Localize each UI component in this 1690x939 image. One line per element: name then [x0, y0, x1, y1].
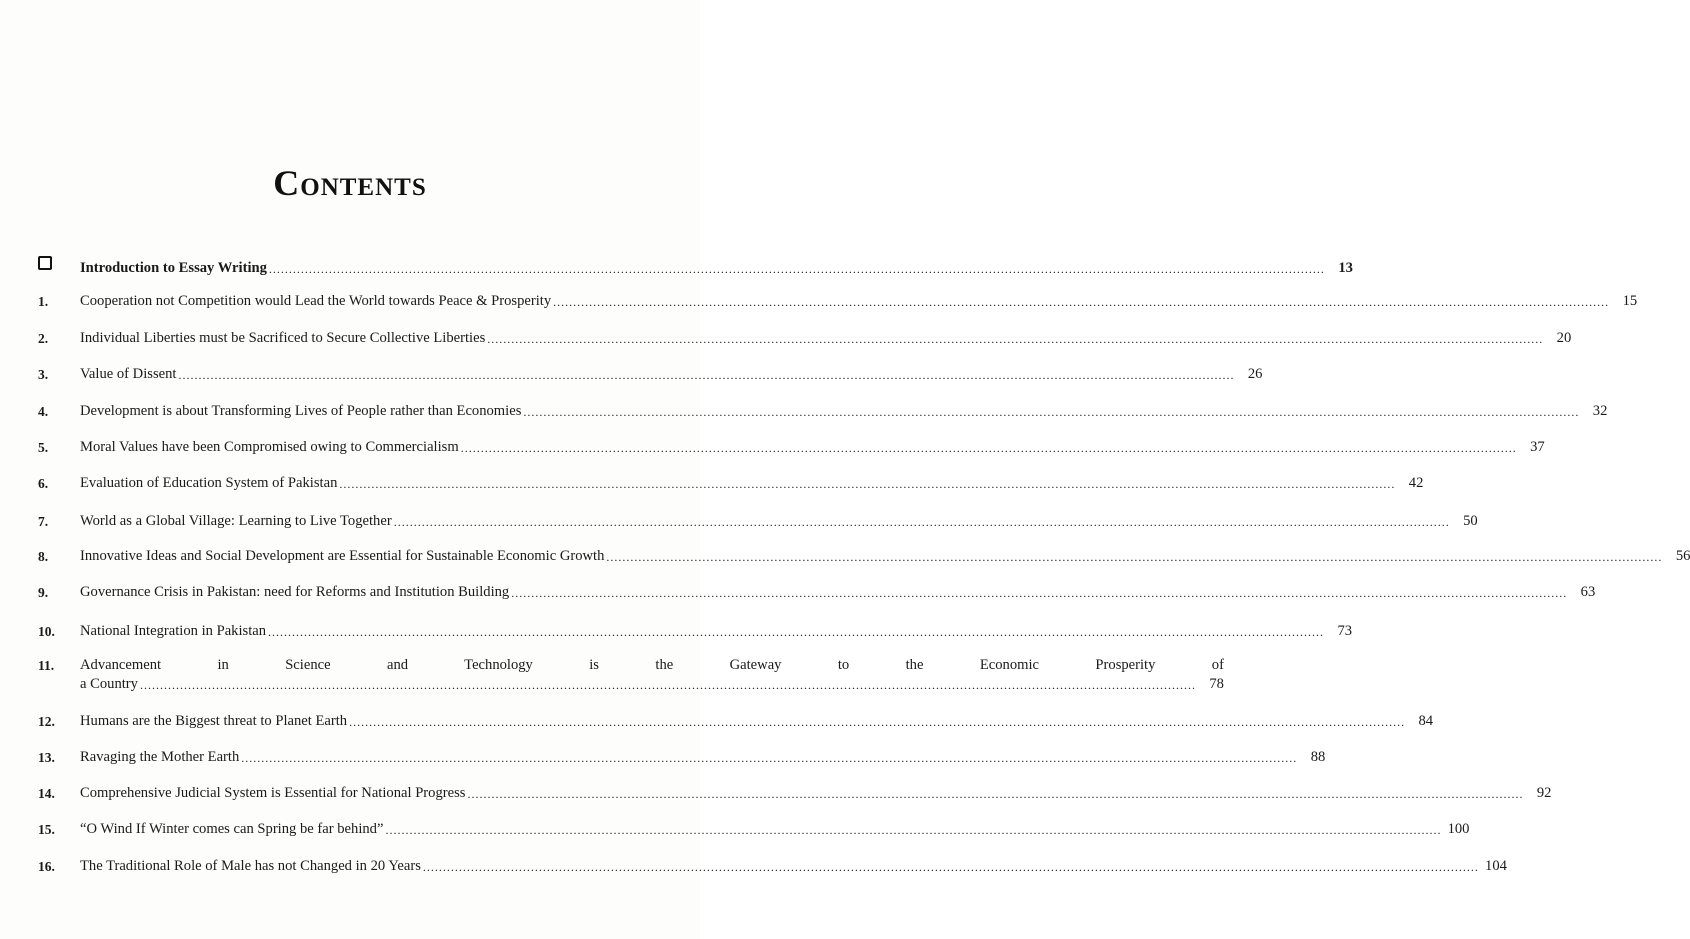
dot-leader — [487, 331, 1543, 348]
toc-page-number: 92 — [1536, 785, 1552, 801]
toc-entry-number: 7. — [38, 514, 49, 529]
toc-entry-7[interactable] — [38, 512, 1478, 531]
dot-leader — [461, 440, 1517, 457]
toc-entry-4[interactable] — [38, 402, 1608, 421]
toc-entry-label: Value of Dissent — [80, 366, 177, 382]
dot-leader — [385, 822, 1441, 839]
toc-entry-label: Evaluation of Education System of Pakistan — [80, 475, 338, 491]
toc-page-number: 100 — [1447, 821, 1470, 837]
dot-leader — [241, 750, 1297, 767]
toc-entry-label: Governance Crisis in Pakistan: need for Reforms and Institution Building — [80, 584, 510, 600]
toc-page-number: 88 — [1310, 749, 1326, 765]
toc-entry-label: The Traditional Role of Male has not Changed in 20 Years — [80, 858, 421, 874]
toc-entry-number: 6. — [38, 476, 49, 491]
toc-page-number: 78 — [1209, 676, 1224, 692]
toc-entry-13[interactable] — [38, 748, 1326, 767]
toc-entry-label: Individual Liberties must be Sacrificed to Secure Collective Liberties — [80, 330, 486, 346]
toc-entry-number: 16. — [38, 859, 55, 874]
toc-entry-label: Comprehensive Judicial System is Essential for National Progress — [80, 785, 466, 801]
toc-entry-12[interactable] — [38, 712, 1434, 731]
toc-entry-14[interactable] — [38, 784, 1552, 803]
toc-entry-15[interactable] — [38, 820, 1470, 839]
toc-entry-11[interactable] — [38, 656, 1224, 694]
toc-entry-1[interactable] — [38, 292, 1638, 311]
toc-entry-10[interactable] — [38, 622, 1353, 641]
toc-entry-number: 12. — [38, 714, 55, 729]
dot-leader — [339, 476, 1395, 493]
toc-page-number: 32 — [1592, 403, 1608, 419]
dot-leader — [349, 714, 1405, 731]
toc-page-number: 15 — [1622, 293, 1638, 309]
toc-entry-number: 1. — [38, 294, 49, 309]
toc-page-number: 26 — [1247, 366, 1263, 382]
toc-entry-number: 10. — [38, 624, 55, 639]
toc-entry-label: Humans are the Biggest threat to Planet Earth — [80, 713, 348, 729]
dot-leader — [269, 261, 1325, 278]
dot-leader — [394, 514, 1450, 531]
dot-leader — [268, 624, 1324, 641]
toc-entry-16[interactable] — [38, 857, 1507, 876]
toc-page-number: 20 — [1556, 330, 1572, 346]
toc-entry-3[interactable] — [38, 365, 1263, 384]
toc-entry-label: Introduction to Essay Writing — [80, 260, 267, 276]
toc-entry-label: “O Wind If Winter comes can Spring be far behind” — [80, 821, 384, 837]
toc-entry-label: Development is about Transforming Lives of People rather than Economies — [80, 403, 522, 419]
toc-page-number: 56 — [1675, 548, 1690, 564]
dot-leader — [553, 294, 1609, 311]
dot-leader — [140, 677, 1196, 694]
toc-page-number: 37 — [1530, 439, 1545, 455]
toc-entry-number: 14. — [38, 786, 55, 801]
toc-entry-number: 5. — [38, 440, 49, 455]
toc-entry-number: 8. — [38, 549, 49, 564]
dot-leader — [511, 585, 1567, 602]
toc-entry-label: Moral Values have been Compromised owing to Commercialism — [80, 439, 459, 455]
toc-page-number: 50 — [1463, 513, 1478, 529]
toc-entry-label: World as a Global Village: Learning to Live Together — [80, 513, 392, 529]
toc-entry-8[interactable] — [38, 547, 1690, 566]
toc-entry-number: 9. — [38, 585, 49, 600]
toc-entry-number: 11. — [38, 658, 55, 673]
toc-entry-label: Ravaging the Mother Earth — [80, 749, 240, 765]
toc-entry-label-line1: Advancement in Science and Technology is the Gateway to the Economic Prosperity of — [80, 657, 1224, 673]
toc-entry-9[interactable] — [38, 583, 1596, 602]
toc-page-number: 42 — [1408, 475, 1424, 491]
toc-page-number: 63 — [1580, 584, 1596, 600]
toc-entry-6[interactable] — [38, 474, 1424, 493]
toc-entry-label: National Integration in Pakistan — [80, 623, 267, 639]
toc-entry-label: Innovative Ideas and Social Development are Essential for Sustainable Economic Growth — [80, 548, 605, 564]
toc-entry-number: 4. — [38, 404, 49, 419]
toc-entry-5[interactable] — [38, 438, 1545, 457]
toc-page-number: 104 — [1485, 858, 1507, 874]
toc-entry-number: 13. — [38, 750, 55, 765]
toc-entry-2[interactable] — [38, 329, 1572, 348]
toc-page-number: 84 — [1418, 713, 1434, 729]
toc-entry-number: 15. — [38, 822, 55, 837]
dot-leader — [423, 859, 1479, 876]
toc-entry-intro[interactable] — [38, 256, 1353, 278]
toc-entry-number: 3. — [38, 367, 49, 382]
toc-entry-number: 2. — [38, 331, 49, 346]
dot-leader — [523, 404, 1579, 421]
dot-leader — [178, 367, 1234, 384]
toc-entry-label-line2: a Country — [80, 676, 138, 692]
toc-entry-label: Cooperation not Competition would Lead the World towards Peace & Prosperity — [80, 293, 552, 309]
page-title: Contents — [273, 163, 427, 203]
dot-leader — [606, 549, 1662, 566]
checkbox-icon — [38, 256, 80, 278]
dot-leader — [467, 786, 1523, 803]
toc-page-number: 13 — [1338, 260, 1353, 276]
toc-page-number: 73 — [1337, 623, 1353, 639]
